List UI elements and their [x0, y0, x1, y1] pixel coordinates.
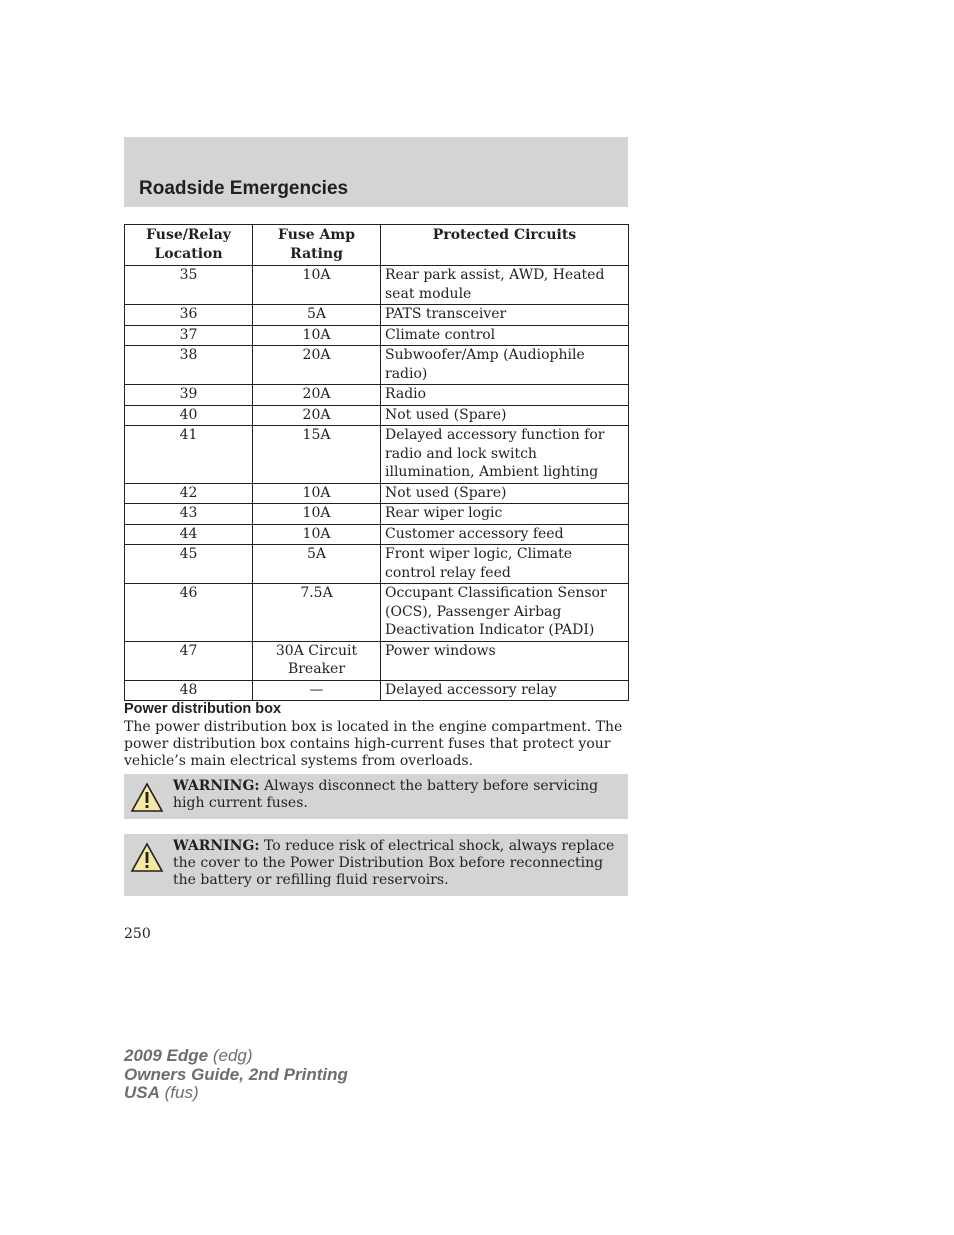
fuse-amp-cell: 10A	[253, 483, 381, 504]
table-row	[125, 346, 629, 385]
fuse-amp-cell: 10A	[253, 266, 381, 305]
fuse-location-cell: 43	[125, 504, 253, 525]
column-header-location: Fuse/Relay Location	[125, 225, 253, 266]
table-row	[125, 584, 629, 642]
footer-market: USA	[124, 1083, 160, 1102]
fuse-amp-cell: —	[253, 680, 381, 701]
protected-circuits-cell: Delayed accessory function for radio and lock switch illumination, Ambient lighting	[381, 426, 629, 484]
fuse-location-cell: 35	[125, 266, 253, 305]
warning-label: WARNING:	[173, 778, 260, 794]
fuse-location-cell: 40	[125, 405, 253, 426]
fuse-location-cell: 36	[125, 305, 253, 326]
table-row	[125, 305, 629, 326]
fuse-location-cell: 48	[125, 680, 253, 701]
protected-circuits-cell: Delayed accessory relay	[381, 680, 629, 701]
protected-circuits-cell: Rear park assist, AWD, Heated seat module	[381, 266, 629, 305]
table-row	[125, 483, 629, 504]
fuse-location-cell: 44	[125, 524, 253, 545]
warning-box-1	[124, 774, 628, 819]
fuse-amp-cell: 7.5A	[253, 584, 381, 642]
protected-circuits-cell: Power windows	[381, 641, 629, 680]
document-footer	[124, 1047, 348, 1103]
fuse-amp-cell: 10A	[253, 325, 381, 346]
fuse-location-cell: 47	[125, 641, 253, 680]
protected-circuits-cell: Not used (Spare)	[381, 483, 629, 504]
fuse-amp-cell: 15A	[253, 426, 381, 484]
warning-text: Always disconnect the battery before servicing high current fuses.	[173, 778, 599, 811]
warning-text: To reduce risk of electrical shock, always replace the cover to the Power Distribution Box before reconnecting the battery or refilling fluid reservoirs.	[173, 838, 615, 888]
table-row	[125, 504, 629, 525]
table-header-row	[125, 225, 629, 266]
warning-triangle-icon	[130, 782, 164, 814]
fuse-amp-cell: 10A	[253, 524, 381, 545]
table-row	[125, 545, 629, 584]
warning-label: WARNING:	[173, 838, 260, 854]
power-distribution-paragraph: The power distribution box is located in the engine compartment. The power distribution box contains high-current fuses that protect your vehicle’s main electrical systems from overloads.	[124, 719, 623, 769]
footer-edition: Owners Guide, 2nd Printing	[124, 1064, 348, 1084]
footer-market-code: (fus)	[164, 1083, 199, 1102]
warning-box-2	[124, 834, 628, 896]
footer-model-code: (edg)	[212, 1046, 253, 1065]
column-header-circuits: Protected Circuits	[381, 225, 629, 266]
fuse-location-cell: 45	[125, 545, 253, 584]
table-row	[125, 325, 629, 346]
column-header-amp: Fuse Amp Rating	[253, 225, 381, 266]
section-header-band	[124, 137, 628, 207]
fuse-location-cell: 37	[125, 325, 253, 346]
fuse-amp-cell: 20A	[253, 385, 381, 406]
page-number: 250	[124, 926, 151, 942]
footer-model: 2009 Edge	[124, 1046, 209, 1065]
table-row	[125, 641, 629, 680]
table-row	[125, 680, 629, 701]
section-title-header: Roadside Emergencies	[139, 178, 349, 199]
table-row	[125, 385, 629, 406]
fuse-amp-cell: 20A	[253, 346, 381, 385]
table-row	[125, 405, 629, 426]
protected-circuits-cell: Customer accessory feed	[381, 524, 629, 545]
protected-circuits-cell: Occupant Classification Sensor (OCS), Passenger Airbag Deactivation Indicator (PADI)	[381, 584, 629, 642]
protected-circuits-cell: Radio	[381, 385, 629, 406]
power-distribution-heading: Power distribution box	[124, 701, 282, 717]
fuse-amp-cell: 20A	[253, 405, 381, 426]
fuse-location-cell: 41	[125, 426, 253, 484]
fuse-location-cell: 42	[125, 483, 253, 504]
fuse-table	[124, 224, 629, 701]
fuse-location-cell: 39	[125, 385, 253, 406]
protected-circuits-cell: Subwoofer/Amp (Audiophile radio)	[381, 346, 629, 385]
table-row	[125, 426, 629, 484]
protected-circuits-cell: Not used (Spare)	[381, 405, 629, 426]
protected-circuits-cell: PATS transceiver	[381, 305, 629, 326]
protected-circuits-cell: Rear wiper logic	[381, 504, 629, 525]
fuse-amp-cell: 10A	[253, 504, 381, 525]
warning-triangle-icon	[130, 842, 164, 874]
table-row	[125, 524, 629, 545]
protected-circuits-cell: Climate control	[381, 325, 629, 346]
fuse-amp-cell: 30A Circuit Breaker	[253, 641, 381, 680]
fuse-location-cell: 46	[125, 584, 253, 642]
protected-circuits-cell: Front wiper logic, Climate control relay feed	[381, 545, 629, 584]
fuse-location-cell: 38	[125, 346, 253, 385]
fuse-amp-cell: 5A	[253, 545, 381, 584]
table-row	[125, 266, 629, 305]
fuse-amp-cell: 5A	[253, 305, 381, 326]
